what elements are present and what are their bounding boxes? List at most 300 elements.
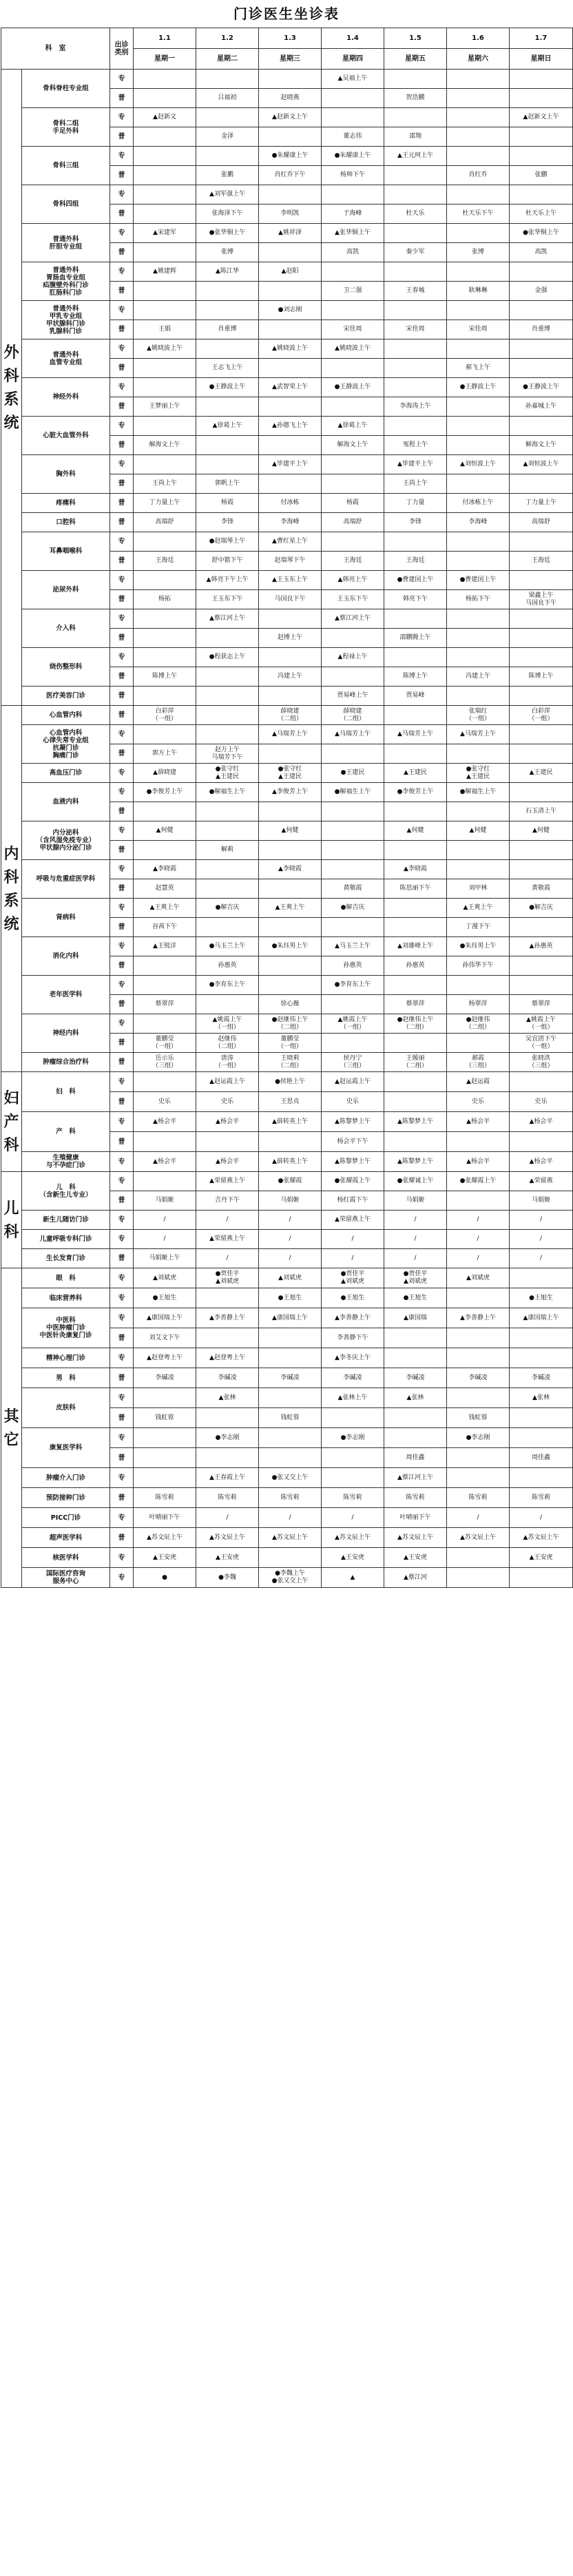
visit-type: 普 bbox=[110, 474, 134, 494]
schedule-cell: ▲姚建辉 bbox=[134, 262, 196, 282]
visit-type: 专 bbox=[110, 185, 134, 205]
schedule-cell: ▲韩亮上午 bbox=[322, 571, 384, 590]
schedule-cell: 王梦丽上午 bbox=[134, 397, 196, 417]
schedule-cell: ▲王元珂上午 bbox=[384, 147, 447, 166]
visit-type: 普 bbox=[110, 802, 134, 821]
schedule-cell: ●张华铜上午 bbox=[196, 224, 259, 243]
schedule-row bbox=[1, 301, 573, 320]
schedule-cell bbox=[447, 1132, 510, 1152]
visit-type: 普 bbox=[110, 89, 134, 108]
schedule-cell: 李海峰 bbox=[259, 513, 322, 532]
schedule-cell bbox=[510, 783, 573, 802]
schedule-cell: 王玉东下午 bbox=[322, 590, 384, 609]
schedule-cell bbox=[322, 301, 384, 320]
schedule-cell bbox=[447, 70, 510, 89]
header-day: 星期二 bbox=[196, 49, 259, 70]
schedule-cell bbox=[384, 1072, 447, 1092]
schedule-cell: / bbox=[134, 1211, 196, 1230]
schedule-cell: ●朱耀康上午 bbox=[322, 147, 384, 166]
schedule-cell: ▲苏文辰上午 bbox=[322, 1528, 384, 1548]
header-date: 1.2 bbox=[196, 28, 259, 49]
schedule-cell: ▲杨会平 bbox=[510, 1112, 573, 1132]
schedule-cell: ▲李冬庆上午 bbox=[322, 1348, 384, 1368]
schedule-cell: ▲蔡江河 bbox=[384, 1568, 447, 1588]
visit-type: 普 bbox=[110, 127, 134, 147]
schedule-cell bbox=[322, 821, 384, 841]
schedule-cell bbox=[510, 417, 573, 436]
schedule-cell bbox=[322, 667, 384, 687]
schedule-cell: 杨会平下午 bbox=[322, 1132, 384, 1152]
schedule-cell: 史乐 bbox=[447, 1092, 510, 1112]
schedule-cell bbox=[259, 185, 322, 205]
schedule-cell: ▲赵新文上午 bbox=[259, 108, 322, 127]
schedule-cell bbox=[134, 243, 196, 262]
schedule-cell: ●王静波上午 bbox=[322, 378, 384, 397]
schedule-cell bbox=[510, 1072, 573, 1092]
schedule-cell: 孙惠英 bbox=[196, 956, 259, 976]
schedule-cell: 谷茜下午 bbox=[134, 918, 196, 937]
schedule-cell: ▲王建民 bbox=[384, 764, 447, 783]
schedule-cell bbox=[134, 1014, 196, 1034]
schedule-cell: ▲杨会平 bbox=[196, 1152, 259, 1172]
visit-type: 普 bbox=[110, 1132, 134, 1152]
schedule-cell bbox=[196, 108, 259, 127]
visit-type: 专 bbox=[110, 725, 134, 744]
schedule-cell: ▲何健 bbox=[510, 821, 573, 841]
schedule-cell: ●赵继伟上午 （二组） bbox=[259, 1014, 322, 1034]
schedule-cell: 薛晓建 （二组） bbox=[322, 706, 384, 725]
schedule-cell bbox=[134, 976, 196, 995]
schedule-cell bbox=[447, 474, 510, 494]
schedule-cell bbox=[259, 1132, 322, 1152]
schedule-cell: 丁力量上午 bbox=[510, 494, 573, 513]
schedule-cell: ▲陈黎梦上午 bbox=[384, 1112, 447, 1132]
schedule-cell: ▲孙惠英 bbox=[510, 937, 573, 956]
schedule-cell bbox=[447, 629, 510, 648]
visit-type: 普 bbox=[110, 205, 134, 224]
schedule-row bbox=[1, 262, 573, 282]
schedule-cell: 史乐 bbox=[322, 1092, 384, 1112]
schedule-cell bbox=[510, 147, 573, 166]
schedule-cell: ●朱珏男上午 bbox=[447, 937, 510, 956]
visit-type: 专 bbox=[110, 1548, 134, 1568]
schedule-cell bbox=[447, 108, 510, 127]
schedule-cell: ▲姚晓波上午 bbox=[134, 339, 196, 359]
schedule-cell bbox=[447, 147, 510, 166]
schedule-cell: 孙嘉城上午 bbox=[510, 397, 573, 417]
schedule-cell bbox=[384, 609, 447, 629]
schedule-cell: 贾易峰 bbox=[384, 687, 447, 706]
schedule-cell bbox=[384, 899, 447, 918]
schedule-cell: ●解福生上午 bbox=[322, 783, 384, 802]
schedule-cell bbox=[259, 802, 322, 821]
schedule-cell: 杨帅下午 bbox=[322, 166, 384, 185]
schedule-cell bbox=[134, 70, 196, 89]
schedule-cell: 唐涛 （一组） bbox=[196, 1053, 259, 1072]
schedule-cell: ▲徐葛上午 bbox=[196, 417, 259, 436]
department-name: 疼痛科 bbox=[22, 494, 110, 513]
schedule-cell: ▲张林上午 bbox=[322, 1388, 384, 1408]
schedule-cell bbox=[196, 1132, 259, 1152]
schedule-cell: 郭方上午 bbox=[134, 744, 196, 764]
schedule-cell: 石玉清上午 bbox=[510, 802, 573, 821]
schedule-cell bbox=[196, 918, 259, 937]
schedule-cell bbox=[196, 667, 259, 687]
visit-type: 普 bbox=[110, 995, 134, 1014]
schedule-cell: ▲李善静上午 bbox=[196, 1308, 259, 1328]
schedule-cell: 张瑞红 （一组） bbox=[447, 706, 510, 725]
schedule-cell: ▲刘恒波上午 bbox=[510, 455, 573, 474]
schedule-cell: ▲王锐洋 bbox=[134, 937, 196, 956]
schedule-cell: 肖红乔 bbox=[447, 166, 510, 185]
schedule-cell: ▲马玉兰上午 bbox=[322, 937, 384, 956]
department-name: 生殖健康 与不孕症门诊 bbox=[22, 1152, 110, 1172]
schedule-cell bbox=[259, 918, 322, 937]
header-date-row bbox=[1, 28, 573, 49]
schedule-cell: 李碱凌 bbox=[447, 1368, 510, 1388]
schedule-cell: ●程获志上午 bbox=[196, 648, 259, 667]
visit-type: 专 bbox=[110, 108, 134, 127]
visit-type: 普 bbox=[110, 956, 134, 976]
visit-type: 普 bbox=[110, 1448, 134, 1468]
schedule-cell bbox=[259, 1428, 322, 1448]
schedule-cell: ●张守红 ▲王建民 bbox=[259, 764, 322, 783]
schedule-cell bbox=[447, 1548, 510, 1568]
schedule-cell: ●赵瑞琴上午 bbox=[196, 532, 259, 552]
department-name: 中医科 中医肿瘤门诊 中医针灸康复门诊 bbox=[22, 1308, 110, 1348]
schedule-cell: ▲马瑞芳上午 bbox=[322, 725, 384, 744]
schedule-cell bbox=[134, 1468, 196, 1488]
schedule-cell: 解海文上午 bbox=[510, 436, 573, 455]
department-name: 产 科 bbox=[22, 1112, 110, 1152]
department-name: 耳鼻咽喉科 bbox=[22, 532, 110, 571]
schedule-cell: / bbox=[134, 1230, 196, 1249]
schedule-cell bbox=[510, 262, 573, 282]
schedule-cell bbox=[510, 1132, 573, 1152]
schedule-cell: 王海廷 bbox=[134, 552, 196, 571]
schedule-row bbox=[1, 648, 573, 667]
schedule-cell bbox=[510, 1348, 573, 1368]
schedule-cell bbox=[510, 841, 573, 860]
schedule-cell: ▲陈江华 bbox=[196, 262, 259, 282]
category-label: 其它 bbox=[1, 1268, 22, 1588]
schedule-cell: 叶晴丽下午 bbox=[134, 1508, 196, 1528]
header-date: 1.7 bbox=[510, 28, 573, 49]
schedule-cell bbox=[134, 609, 196, 629]
schedule-cell: 杨霞 bbox=[196, 494, 259, 513]
schedule-cell: 王娟 bbox=[134, 320, 196, 339]
schedule-row bbox=[1, 937, 573, 956]
schedule-cell bbox=[322, 262, 384, 282]
visit-type: 专 bbox=[110, 378, 134, 397]
schedule-row bbox=[1, 899, 573, 918]
schedule-row bbox=[1, 609, 573, 629]
schedule-cell: 丁力量上午 bbox=[134, 494, 196, 513]
schedule-cell bbox=[510, 1468, 573, 1488]
schedule-cell bbox=[196, 1448, 259, 1468]
department-name: 儿 科 （含新生儿专业） bbox=[22, 1172, 110, 1211]
schedule-cell: / bbox=[447, 1508, 510, 1528]
schedule-row bbox=[1, 1152, 573, 1172]
schedule-row bbox=[1, 687, 573, 706]
schedule-cell: ▲马瑞芳上午 bbox=[259, 725, 322, 744]
schedule-cell: ▲武智荣上午 bbox=[259, 378, 322, 397]
visit-type: 专 bbox=[110, 1568, 134, 1588]
visit-type: 专 bbox=[110, 1388, 134, 1408]
schedule-cell: ●王旭生 bbox=[384, 1288, 447, 1308]
schedule-cell: ▲刘恒波上午 bbox=[447, 455, 510, 474]
schedule-cell bbox=[134, 725, 196, 744]
schedule-cell: ●解吉庆 bbox=[510, 899, 573, 918]
visit-type: 专 bbox=[110, 147, 134, 166]
schedule-cell bbox=[447, 687, 510, 706]
schedule-cell: / bbox=[322, 1230, 384, 1249]
schedule-row bbox=[1, 1528, 573, 1548]
schedule-cell: ▲蔡江河上午 bbox=[196, 609, 259, 629]
schedule-row bbox=[1, 1488, 573, 1508]
schedule-row bbox=[1, 1230, 573, 1249]
schedule-cell: ▲苏文辰上午 bbox=[259, 1528, 322, 1548]
header-type: 出诊 类别 bbox=[110, 28, 134, 70]
schedule-cell: 蔡翠萍 bbox=[134, 995, 196, 1014]
schedule-cell: ▲赵登粤上午 bbox=[196, 1348, 259, 1368]
schedule-cell: ▲赵新文上午 bbox=[510, 108, 573, 127]
schedule-cell: 黄敬霞 bbox=[322, 879, 384, 899]
schedule-cell bbox=[447, 1191, 510, 1211]
department-name: 普通外科 甲乳专业组 甲状腺科门诊 乳腺科门诊 bbox=[22, 301, 110, 339]
schedule-cell: 舒中锴下午 bbox=[196, 552, 259, 571]
schedule-cell: 卫二强 bbox=[322, 282, 384, 301]
schedule-cell: ▲刘斌虎 bbox=[447, 1268, 510, 1288]
schedule-cell: 白彩萍 （一组） bbox=[510, 706, 573, 725]
header-dept: 科 室 bbox=[1, 28, 110, 70]
schedule-cell bbox=[384, 166, 447, 185]
department-name: 胸外科 bbox=[22, 455, 110, 494]
schedule-cell: ▲蔡江河上午 bbox=[322, 609, 384, 629]
schedule-cell: ▲宋建军 bbox=[134, 224, 196, 243]
schedule-cell: 陈雪莉 bbox=[259, 1488, 322, 1508]
schedule-cell: ▲康国瑞 bbox=[384, 1308, 447, 1328]
schedule-cell bbox=[134, 1172, 196, 1191]
department-name: 心脏大血管外科 bbox=[22, 417, 110, 455]
schedule-cell: ▲姚霞上午 （一组） bbox=[510, 1014, 573, 1034]
schedule-cell: 蔡翠萍 bbox=[510, 995, 573, 1014]
department-name: 妇 科 bbox=[22, 1072, 110, 1112]
schedule-cell: 高瑞舒 bbox=[510, 513, 573, 532]
schedule-row bbox=[1, 1288, 573, 1308]
schedule-cell: ▲王春霞上午 bbox=[196, 1468, 259, 1488]
schedule-cell bbox=[134, 841, 196, 860]
schedule-cell: ●马玉兰上午 bbox=[196, 937, 259, 956]
visit-type: 专 bbox=[110, 1348, 134, 1368]
header-day: 星期一 bbox=[134, 49, 196, 70]
schedule-cell bbox=[510, 918, 573, 937]
page-title: 门诊医生坐诊表 bbox=[233, 6, 340, 22]
schedule-row bbox=[1, 224, 573, 243]
schedule-cell bbox=[322, 841, 384, 860]
schedule-cell bbox=[510, 956, 573, 976]
schedule-cell: ▲刘军强上午 bbox=[196, 185, 259, 205]
schedule-cell: 张海泽下午 bbox=[196, 205, 259, 224]
schedule-cell bbox=[322, 1408, 384, 1428]
schedule-cell: ▲马瑞芳上午 bbox=[447, 725, 510, 744]
schedule-row bbox=[1, 1249, 573, 1268]
schedule-cell: 宋佳周 bbox=[447, 320, 510, 339]
schedule-cell bbox=[510, 571, 573, 590]
visit-type: 专 bbox=[110, 609, 134, 629]
schedule-cell bbox=[259, 648, 322, 667]
schedule-cell: 王晓莉 （二组） bbox=[259, 1053, 322, 1072]
schedule-cell: 郝霞 （三组） bbox=[447, 1053, 510, 1072]
schedule-cell bbox=[134, 1388, 196, 1408]
schedule-cell: ●张耀霞 bbox=[259, 1172, 322, 1191]
schedule-cell bbox=[259, 243, 322, 262]
schedule-cell bbox=[447, 224, 510, 243]
schedule-cell: 高凯 bbox=[510, 243, 573, 262]
schedule-cell: ▲杨会平 bbox=[447, 1152, 510, 1172]
schedule-cell bbox=[196, 725, 259, 744]
schedule-row bbox=[1, 1388, 573, 1408]
visit-type: 专 bbox=[110, 1112, 134, 1132]
schedule-cell: ▲王建民 bbox=[510, 764, 573, 783]
schedule-cell: ▲何健 bbox=[384, 821, 447, 841]
schedule-cell: 李碱凌 bbox=[510, 1368, 573, 1388]
department-name: 高血压门诊 bbox=[22, 764, 110, 783]
schedule-cell: 解莉 bbox=[196, 841, 259, 860]
schedule-cell bbox=[259, 609, 322, 629]
schedule-cell: ▲李善静上午 bbox=[322, 1308, 384, 1328]
schedule-cell bbox=[134, 532, 196, 552]
schedule-cell: / bbox=[196, 1211, 259, 1230]
schedule-cell: 李碱凌 bbox=[322, 1368, 384, 1388]
schedule-cell bbox=[259, 70, 322, 89]
schedule-cell bbox=[196, 629, 259, 648]
schedule-cell: 杜天乐上午 bbox=[510, 205, 573, 224]
schedule-cell: ▲曹红星上午 bbox=[259, 532, 322, 552]
schedule-cell bbox=[259, 436, 322, 455]
schedule-cell bbox=[510, 1268, 573, 1288]
schedule-cell: ▲刘雄峰上午 bbox=[384, 937, 447, 956]
department-name: 核医学科 bbox=[22, 1548, 110, 1568]
visit-type: 专 bbox=[110, 571, 134, 590]
schedule-cell: 马娟姬 bbox=[510, 1191, 573, 1211]
schedule-cell bbox=[259, 1348, 322, 1368]
schedule-cell bbox=[447, 417, 510, 436]
schedule-cell: ●解吉庆 bbox=[196, 899, 259, 918]
schedule-cell bbox=[384, 262, 447, 282]
schedule-cell: 孙惠英 bbox=[322, 956, 384, 976]
schedule-cell: ●李志刚 bbox=[322, 1428, 384, 1448]
schedule-cell: 李碱凌 bbox=[384, 1368, 447, 1388]
schedule-cell: 陈雪莉 bbox=[384, 1488, 447, 1508]
schedule-row bbox=[1, 185, 573, 205]
visit-type: 普 bbox=[110, 1092, 134, 1112]
schedule-cell: ▲杨会平 bbox=[134, 1152, 196, 1172]
schedule-cell: ●贾佳平 ▲刘斌虎 bbox=[322, 1268, 384, 1288]
schedule-cell bbox=[447, 860, 510, 879]
schedule-cell bbox=[447, 532, 510, 552]
schedule-cell bbox=[384, 1328, 447, 1348]
schedule-cell: 宋佳周 bbox=[384, 320, 447, 339]
schedule-cell bbox=[196, 1328, 259, 1348]
schedule-cell: 李碱凌 bbox=[259, 1368, 322, 1388]
schedule-cell bbox=[322, 629, 384, 648]
schedule-row bbox=[1, 783, 573, 802]
schedule-cell: ▲荣留燕上午 bbox=[196, 1172, 259, 1191]
schedule-cell: 邵翔 bbox=[384, 127, 447, 147]
schedule-row bbox=[1, 70, 573, 89]
schedule-cell: 侯丹宁 （三组） bbox=[322, 1053, 384, 1072]
department-name: 儿童呼吸专科门诊 bbox=[22, 1230, 110, 1249]
schedule-cell: ▲刘斌虎 bbox=[259, 1268, 322, 1288]
schedule-row bbox=[1, 1053, 573, 1072]
visit-type: 普 bbox=[110, 1249, 134, 1268]
schedule-cell: ▲韩亮下午上午 bbox=[196, 571, 259, 590]
schedule-cell bbox=[447, 1468, 510, 1488]
schedule-cell: ▲刘斌虎 bbox=[134, 1268, 196, 1288]
schedule-cell: ▲康国瑞上午 bbox=[259, 1308, 322, 1328]
schedule-cell bbox=[196, 821, 259, 841]
schedule-cell bbox=[322, 89, 384, 108]
schedule-cell bbox=[384, 301, 447, 320]
schedule-row bbox=[1, 764, 573, 783]
schedule-cell: 解海文上午 bbox=[134, 436, 196, 455]
visit-type: 普 bbox=[110, 667, 134, 687]
schedule-cell bbox=[196, 687, 259, 706]
schedule-cell: ▲苏文辰上午 bbox=[384, 1528, 447, 1548]
schedule-cell: ●李魏 bbox=[196, 1568, 259, 1588]
schedule-cell: ▲王爽上午 bbox=[134, 899, 196, 918]
schedule-cell: ▲苏文辰上午 bbox=[510, 1528, 573, 1548]
schedule-cell bbox=[196, 1408, 259, 1428]
schedule-cell: ▲李晓霞 bbox=[134, 860, 196, 879]
schedule-cell bbox=[510, 648, 573, 667]
schedule-cell bbox=[134, 687, 196, 706]
visit-type: 专 bbox=[110, 1468, 134, 1488]
department-name: 神经内科 bbox=[22, 1014, 110, 1053]
schedule-row bbox=[1, 976, 573, 995]
schedule-cell: 杨拓 bbox=[134, 590, 196, 609]
schedule-cell: 吴宜团下午 （一组） bbox=[510, 1034, 573, 1053]
schedule-cell: 王思贞 bbox=[259, 1092, 322, 1112]
schedule-cell: ▲姚晓波上午 bbox=[322, 339, 384, 359]
visit-type: 普 bbox=[110, 706, 134, 725]
schedule-cell: ▲康国瑞上午 bbox=[510, 1308, 573, 1328]
schedule-cell bbox=[196, 879, 259, 899]
schedule-row bbox=[1, 417, 573, 436]
department-name: 医疗美容门诊 bbox=[22, 687, 110, 706]
visit-type: 专 bbox=[110, 1152, 134, 1172]
schedule-cell: 张鹏 bbox=[196, 166, 259, 185]
schedule-cell bbox=[384, 339, 447, 359]
schedule-cell bbox=[259, 1448, 322, 1468]
schedule-cell: 付冰栋上午 bbox=[447, 494, 510, 513]
schedule-cell: 王海廷 bbox=[384, 552, 447, 571]
visit-type: 专 bbox=[110, 455, 134, 474]
schedule-cell bbox=[510, 1408, 573, 1428]
schedule-cell bbox=[384, 532, 447, 552]
schedule-cell: 高凯 bbox=[322, 243, 384, 262]
schedule-cell: ▲杨会平 bbox=[196, 1112, 259, 1132]
schedule-cell: ▲蔡江河上午 bbox=[384, 1468, 447, 1488]
schedule-cell: 秦少军 bbox=[384, 243, 447, 262]
visit-type: 普 bbox=[110, 552, 134, 571]
schedule-cell bbox=[384, 976, 447, 995]
schedule-cell: ▲王安虎 bbox=[510, 1548, 573, 1568]
schedule-cell: / bbox=[510, 1230, 573, 1249]
schedule-cell: 张博 bbox=[447, 243, 510, 262]
schedule-cell bbox=[447, 1348, 510, 1368]
